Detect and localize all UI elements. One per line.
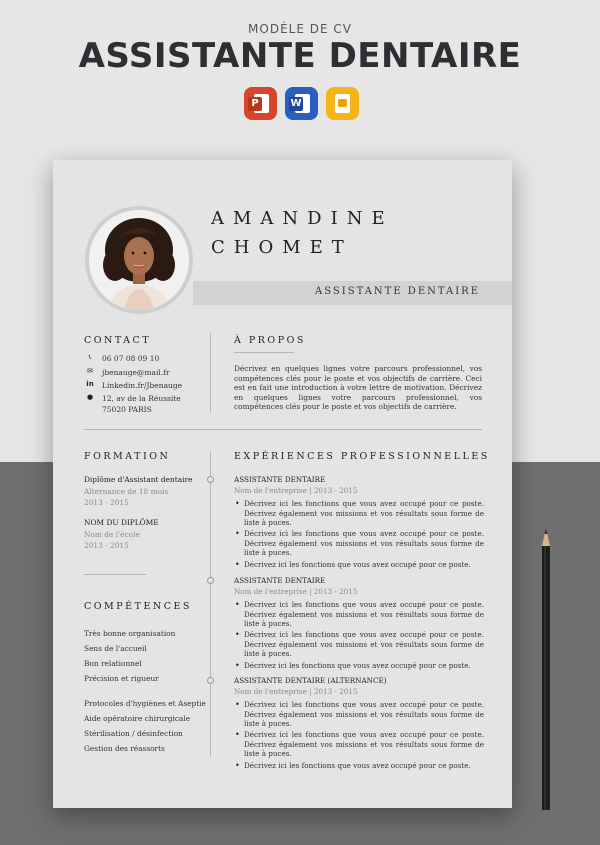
powerpoint-icon: P — [244, 87, 277, 120]
experience-bullet: • Décrivez ici les fonctions que vous avez occupé pour ce poste. Décrivez également vos missions et vos résultats sous forme de liste à puces. — [234, 630, 484, 659]
phone-text: 06 07 08 09 10 — [102, 354, 160, 363]
formation-heading: FORMATION — [84, 451, 171, 462]
skill-item: Sens de l'accueil — [84, 644, 147, 653]
job-title: ASSISTANTE DENTAIRE — [315, 286, 480, 297]
mail-icon: ✉ — [87, 367, 93, 375]
experience-item — [234, 676, 484, 772]
experience-title: ASSISTANTE DENTAIRE — [234, 576, 326, 585]
profile-photo — [89, 210, 189, 310]
experience-bullet: • Décrivez ici les fonctions que vous avez occupé pour ce poste. Décrivez également vos missions et vos résultats sous forme de liste à puces. — [234, 600, 484, 629]
experience-bullet: • Décrivez ici les fonctions que vous avez occupé pour ce poste. — [234, 560, 484, 570]
experience-bullet: • Décrivez ici les fonctions que vous avez occupé pour ce poste. Décrivez également vos missions et vos résultats sous forme de liste à puces. — [234, 730, 484, 759]
formation-item: NOM DU DIPLÔME Nom de l'école 2013 - 2015 — [84, 518, 159, 551]
template-subtitle: MODÈLE DE CV — [248, 22, 352, 36]
contact-phone — [84, 353, 159, 364]
experience-bullet: • Décrivez ici les fonctions que vous avez occupé pour ce poste. — [234, 761, 484, 771]
first-name: AMANDINE — [211, 208, 394, 229]
skill-item: Protocoles d'hygiènes et Aseptie — [84, 699, 206, 708]
skill-item: Gestion des réassorts — [84, 744, 165, 753]
skill-item: Précision et rigueur — [84, 674, 159, 683]
competences-heading: COMPÉTENCES — [84, 601, 192, 612]
formation-item: Diplôme d'Assistant dentaire Alternance de 18 mois 2013 - 2015 — [84, 475, 193, 508]
skill-item: Aide opératoire chirurgicale — [84, 714, 191, 723]
experience-bullet: • Décrivez ici les fonctions que vous avez occupé pour ce poste. Décrivez également vos missions et vos résultats sous forme de liste à puces. — [234, 499, 484, 528]
timeline-line — [210, 451, 211, 757]
experience-item — [234, 475, 484, 571]
skill-item: Bon relationnel — [84, 659, 142, 668]
experiences-heading: EXPÉRIENCES PROFESSIONNELLES — [234, 451, 490, 462]
contact-divider — [210, 333, 211, 413]
skill-item: Stérilisation / désinfection — [84, 729, 183, 738]
last-name: CHOMET — [211, 237, 353, 258]
about-heading: À PROPOS — [234, 335, 306, 346]
phone-icon: 📞︎ — [88, 353, 92, 361]
pencil-icon — [541, 528, 551, 810]
contact-address — [84, 393, 181, 415]
experience-company: Nom de l'entreprise | 2013 - 2015 — [234, 486, 358, 495]
experience-bullet: • Décrivez ici les fonctions que vous avez occupé pour ce poste. — [234, 661, 484, 671]
contact-linkedin — [84, 380, 182, 391]
experience-bullet: • Décrivez ici les fonctions que vous avez occupé pour ce poste. Décrivez également vos missions et vos résultats sous forme de liste à puces. — [234, 700, 484, 729]
experience-item — [234, 576, 484, 672]
app-icons — [244, 87, 359, 120]
timeline-dot — [207, 677, 214, 684]
timeline-dot — [207, 577, 214, 584]
experience-company: Nom de l'entreprise | 2013 - 2015 — [234, 687, 358, 696]
contact-heading: CONTACT — [84, 335, 152, 346]
section-separator — [84, 429, 482, 430]
experience-title: ASSISTANTE DENTAIRE — [234, 475, 326, 484]
linkedin-icon: in — [86, 380, 94, 388]
skill-item: Très bonne organisation — [84, 629, 176, 638]
about-underline — [234, 352, 294, 353]
timeline-dot — [207, 476, 214, 483]
google-slides-icon — [326, 87, 359, 120]
linkedin-text: Linkedin.fr/Jbenauge — [102, 381, 183, 390]
formation-divider — [84, 574, 146, 575]
experience-company: Nom de l'entreprise | 2013 - 2015 — [234, 587, 358, 596]
address-line-1: 12, av de la Réussite — [102, 394, 181, 403]
about-text: Décrivez en quelques lignes votre parcours professionnel, vos compétences clés pour le poste et vos objectifs de carrière. Ceci est en fait une introduction à votre lettre de motivation. Décrivez en quelques lignes votre parcours professionnel, vos compétences clés pour le poste et vos objectifs de carrière. — [234, 364, 482, 412]
word-icon: W — [285, 87, 318, 120]
contact-email — [84, 367, 170, 378]
email-text: jbenauge@mail.fr — [102, 368, 170, 377]
cv-document — [53, 160, 512, 808]
template-title: ASSISTANTE DENTAIRE — [78, 36, 522, 76]
address-line-2: 75020 PARIS — [102, 405, 152, 414]
experience-bullet: • Décrivez ici les fonctions que vous avez occupé pour ce poste. Décrivez également vos missions et vos résultats sous forme de liste à puces. — [234, 529, 484, 558]
experience-title: ASSISTANTE DENTAIRE (ALTERNANCE) — [234, 676, 387, 685]
location-pin-icon: ● — [86, 393, 94, 401]
